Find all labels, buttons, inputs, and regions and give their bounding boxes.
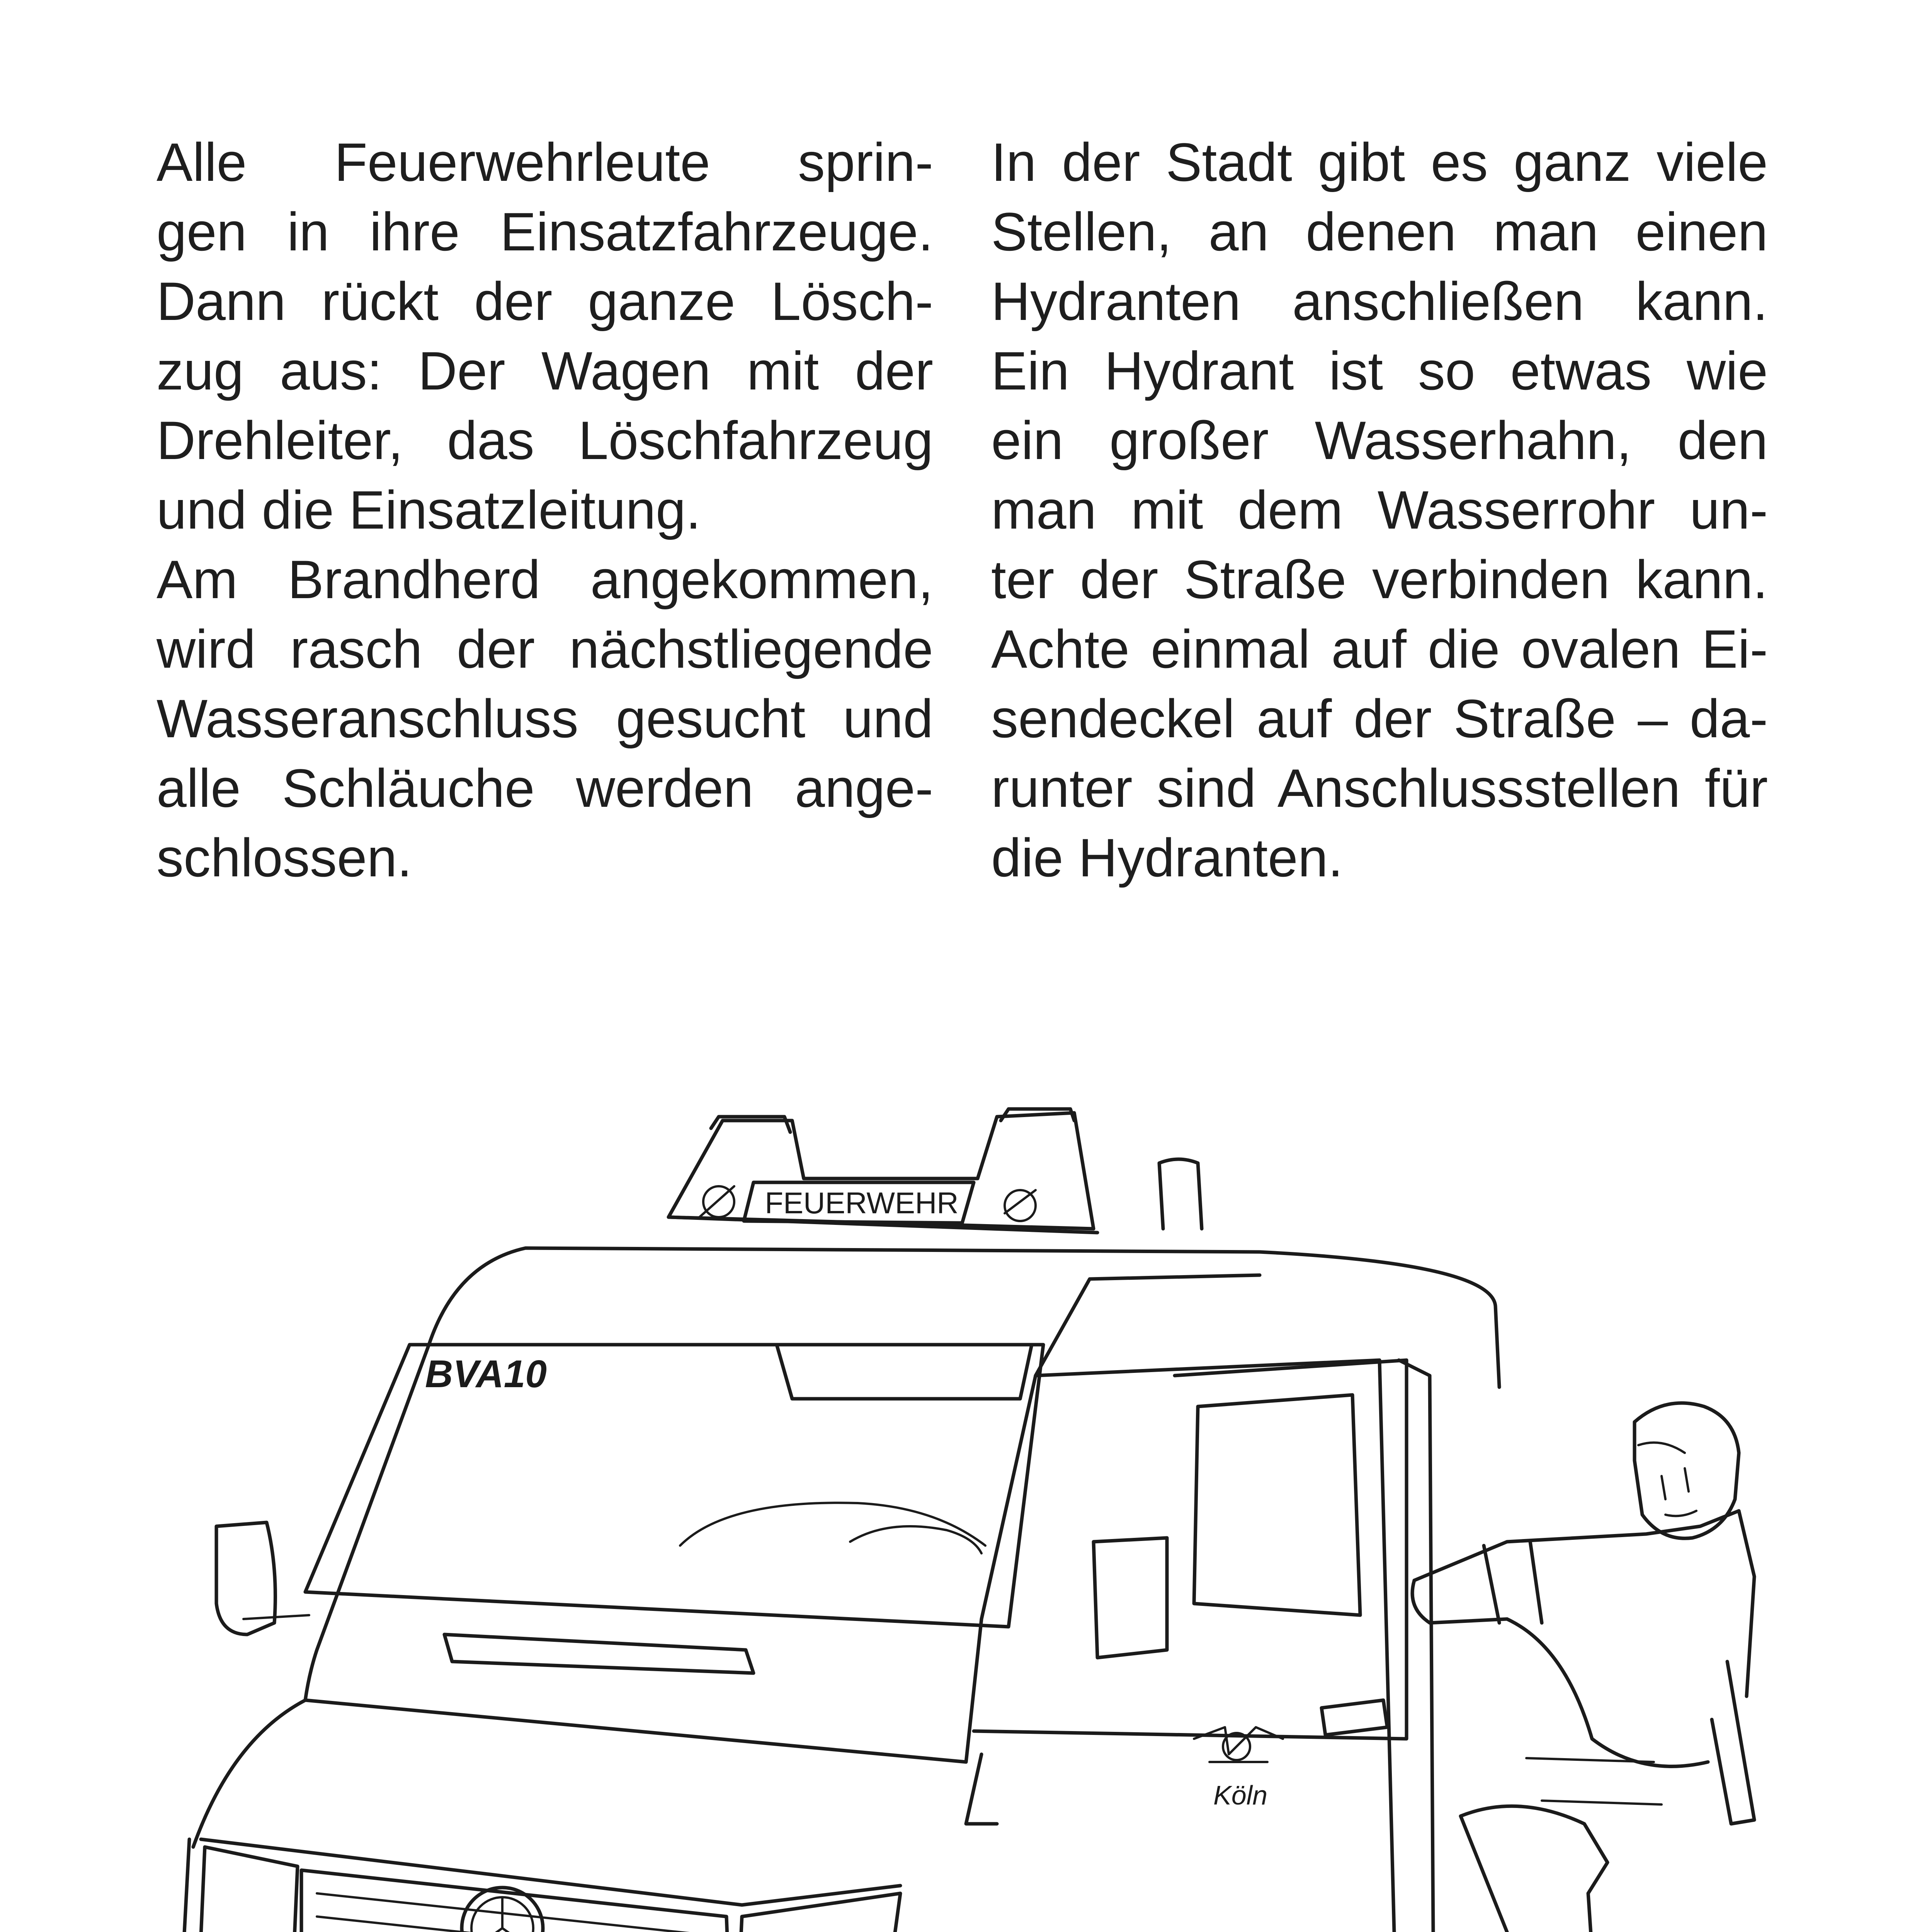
text-line: Alle Feuerwehrleute sprin- [156,132,933,192]
text-line: Dann rückt der ganze Lösch- [156,271,933,332]
roof-sign-text: FEUERWEHR [765,1186,959,1220]
open-door [966,1360,1434,1932]
van-body [178,1248,1499,1932]
hood-and-grille [201,1634,900,1932]
text-line: Achte einmal auf die ovalen Ei- [991,619,1768,679]
fire-van-illustration [0,1043,1917,1932]
text-line: ein großer Wasserhahn, den [991,410,1768,471]
left-paragraph-1 [156,128,933,545]
right-text-column [991,128,1768,893]
line-drawing [0,1043,1917,1932]
text-line: die Hydranten. [991,827,1343,888]
text-line: Drehleiter, das Löschfahrzeug [156,410,933,471]
left-paragraph-2 [156,545,933,893]
text-line: Hydranten anschließen kann. [991,271,1768,332]
text-line: Ein Hydrant ist so etwas wie [991,340,1768,401]
text-line: Wasseranschluss gesucht und [156,688,933,749]
text-line: gen in ihre Einsatzfahrzeuge. [156,201,933,262]
text-line: Am Brandherd angekommen, [156,549,933,610]
text-line: schlossen. [156,827,412,888]
text-line: Stellen, an denen man einen [991,201,1768,262]
firefighter [1412,1403,1754,1932]
text-line: sendeckel auf der Straße – da- [991,688,1768,749]
door-emblem [1194,1727,1283,1810]
text-line: wird rasch der nächstliegende [156,619,933,679]
windshield-label: BVA10 [425,1352,547,1396]
text-line: man mit dem Wasserrohr un- [991,480,1768,540]
text-line: runter sind Anschlussstellen für [991,758,1768,818]
roof-sign [699,1182,1036,1223]
text-line: In der Stadt gibt es ganz viele [991,132,1768,192]
text-line: alle Schläuche werden ange- [156,758,933,818]
left-text-column [156,128,933,893]
text-line: ter der Straße verbinden kann. [991,549,1768,610]
side-mirrors [216,1522,1167,1658]
text-line: und die Einsatzleitung. [156,480,701,540]
right-paragraph-1 [991,128,1768,893]
door-emblem-text: Köln [1213,1780,1268,1810]
windshield [305,1345,1043,1627]
text-line: zug aus: Der Wagen mit der [156,340,933,401]
